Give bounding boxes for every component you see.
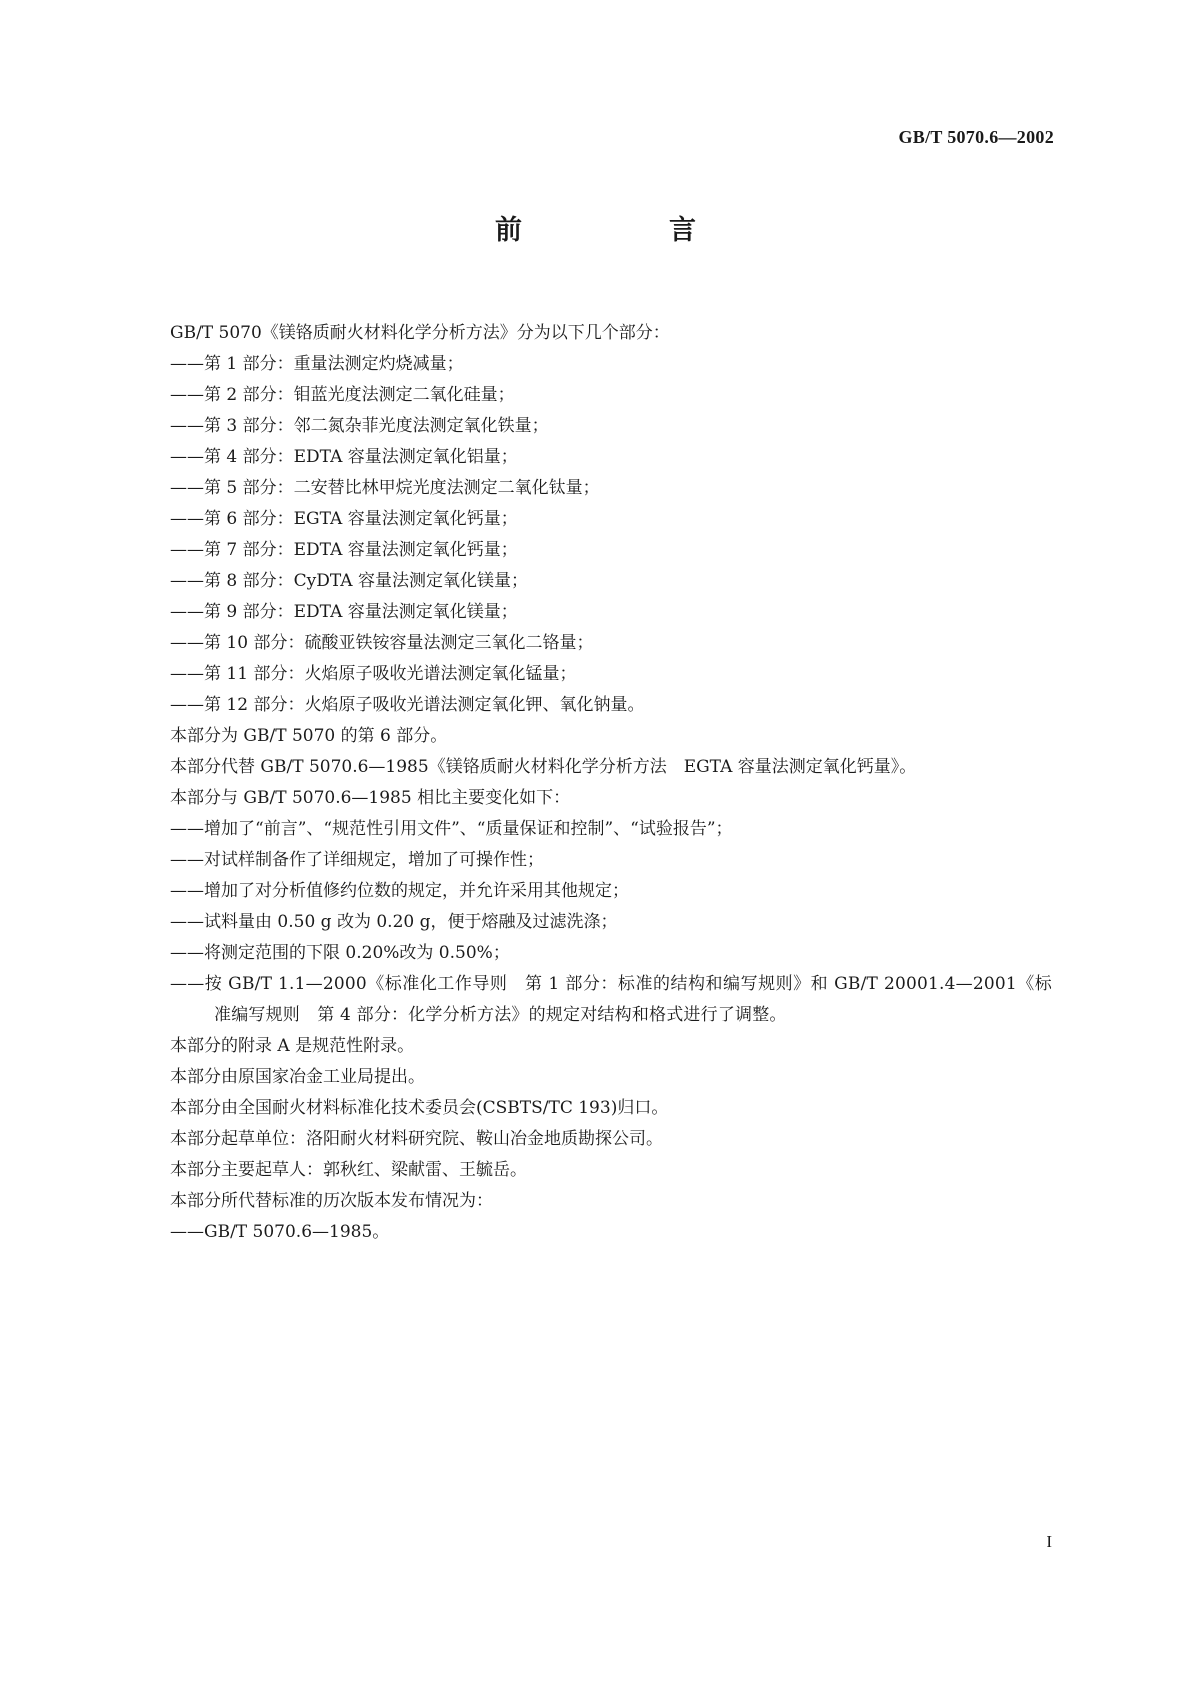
list-item: ——增加了对分析值修约位数的规定，并允许采用其他规定； <box>170 881 629 901</box>
list-item: ——按 GB/T 1.1—2000《标准化工作导则 第 1 部分：标准的结构和编写规则》和 GB/T 20001.4—2001《标准编写规则 第 4 部分：化学分析方法》的规定对结构和格式进行了调整。 <box>170 974 1052 1025</box>
list-item: ——第 7 部分：EDTA 容量法测定氧化钙量； <box>170 540 518 560</box>
list-item: ——第 8 部分：CyDTA 容量法测定氧化镁量； <box>170 571 528 591</box>
list-item: ——第 9 部分：EDTA 容量法测定氧化镁量； <box>170 602 518 622</box>
paragraph: 本部分所代替标准的历次版本发布情况为： <box>170 1191 493 1211</box>
paragraph: 本部分为 GB/T 5070 的第 6 部分。 <box>170 726 448 746</box>
paragraph: 本部分主要起草人：郭秋红、梁献雷、王毓岳。 <box>170 1160 527 1180</box>
list-item: ——第 3 部分：邻二氮杂菲光度法测定氧化铁量； <box>170 416 549 436</box>
list-item: ——第 11 部分：火焰原子吸收光谱法测定氧化锰量； <box>170 664 577 684</box>
page-title: 前 言 <box>495 215 756 246</box>
paragraph: 本部分与 GB/T 5070.6—1985 相比主要变化如下： <box>170 788 571 808</box>
list-item: ——第 2 部分：钼蓝光度法测定二氧化硅量； <box>170 385 515 405</box>
list-item: ——第 5 部分：二安替比林甲烷光度法测定二氧化钛量； <box>170 478 600 498</box>
paragraph: 本部分代替 GB/T 5070.6—1985《镁铬质耐火材料化学分析方法 EGTA 容量法测定氧化钙量》。 <box>170 757 917 777</box>
paragraph: 本部分由全国耐火材料标准化技术委员会(CSBTS/TC 193)归口。 <box>170 1098 669 1118</box>
list-item: ——第 4 部分：EDTA 容量法测定氧化铝量； <box>170 447 518 467</box>
list-item: ——第 6 部分：EGTA 容量法测定氧化钙量； <box>170 509 518 529</box>
list-item: ——第 1 部分：重量法测定灼烧减量； <box>170 354 464 374</box>
standard-code: GB/T 5070.6—2002 <box>898 127 1054 147</box>
list-item: ——GB/T 5070.6—1985。 <box>170 1222 390 1242</box>
list-item: ——对试样制备作了详细规定，增加了可操作性； <box>170 850 544 870</box>
paragraph: 本部分的附录 A 是规范性附录。 <box>170 1036 415 1056</box>
paragraph: GB/T 5070《镁铬质耐火材料化学分析方法》分为以下几个部分： <box>170 323 670 343</box>
foreword-body <box>170 318 1052 1248</box>
list-item: ——增加了“前言”、“规范性引用文件”、“质量保证和控制”、“试验报告”； <box>170 819 733 839</box>
list-item: ——试料量由 0.50 g 改为 0.20 g，便于熔融及过滤洗涤； <box>170 912 618 932</box>
list-item: ——将测定范围的下限 0.20%改为 0.50%； <box>170 943 510 963</box>
paragraph: 本部分起草单位：洛阳耐火材料研究院、鞍山冶金地质勘探公司。 <box>170 1129 663 1149</box>
paragraph: 本部分由原国家冶金工业局提出。 <box>170 1067 425 1087</box>
page-number: I <box>1046 1532 1052 1551</box>
list-item: ——第 10 部分：硫酸亚铁铵容量法测定三氧化二铬量； <box>170 633 594 653</box>
list-item: ——第 12 部分：火焰原子吸收光谱法测定氧化钾、氧化钠量。 <box>170 695 645 715</box>
